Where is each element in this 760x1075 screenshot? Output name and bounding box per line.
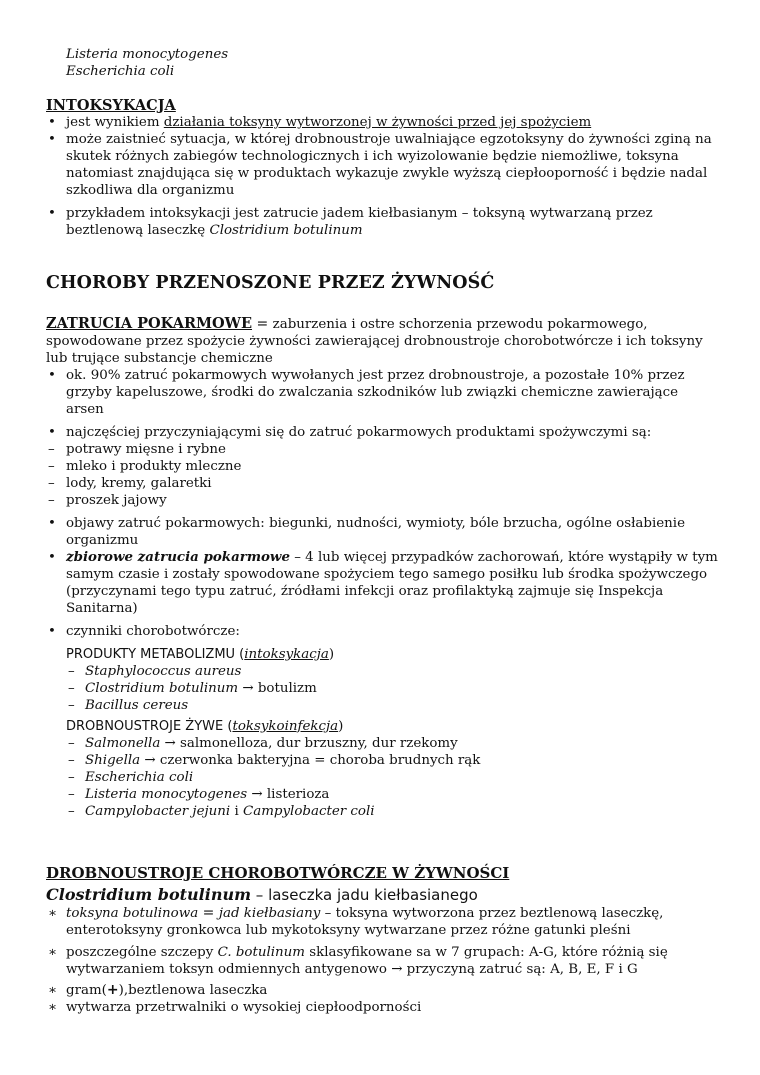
list-item: – Escherichia coli — [68, 770, 194, 785]
list-item: – Staphylococcus aureus — [68, 664, 242, 679]
products-list — [46, 441, 720, 509]
main-heading: CHOROBY PRZENOSZONE PRZEZ ŻYWNOŚĆ — [46, 273, 495, 293]
bullet-icon: • — [48, 368, 56, 383]
list-item: – Shigella → czerwonka bakteryjna = choroba brudnych rąk — [68, 753, 481, 768]
asterisk-icon: ∗ — [48, 983, 58, 998]
asterisk-icon: ∗ — [48, 906, 58, 921]
bullet-list — [46, 367, 720, 441]
list-item: – potrawy mięsne i rybne — [48, 442, 226, 457]
list-item: – proszek jajowy — [48, 493, 167, 508]
live-microbes-label: DROBNOUSTROJE ŻYWE (toksykoinfekcja) — [66, 719, 344, 734]
list-item: ∗ gram(+),beztlenowa laseczka — [48, 982, 268, 998]
organism-name: Clostridium botulinum — [46, 885, 252, 904]
bullet-icon: • — [48, 115, 56, 130]
list-item: ∗ wytwarza przetrwalniki o wysokiej ciepłoodporności — [48, 1000, 422, 1015]
list-item: • może zaistnieć sytuacja, w której drobnoustroje uwalniające egzotoksyny do żywności zginą na skutek różnych zabiegów technologicznych i ich wyizolowanie będzie niemożliwe, toksyna natomiast znajdująca się w produktach wykazuje zwykle wyższą ciepłooporność i będzie nadal szkodliwa dla organizmu — [48, 132, 712, 198]
list-item: • ok. 90% zatruć pokarmowych wywołanych jest przez drobnoustroje, a pozostałe 10% przez grzyby kapeluszowe, środki do zwalczania szkodników lub związki chemiczne zawierające arsen — [48, 368, 685, 417]
live-microbes-list — [46, 735, 720, 820]
list-item: ∗ toksyna botulinowa = jad kiełbasiany – toksyna wytworzona przez beztlenową laseczkę, enterotoksyny gronkowca lub mykotoksyny wytwarzane przez różne gatunki pleśni — [48, 905, 664, 938]
list-item: – Salmonella → salmonelloza, dur brzuszny, dur rzekomy — [68, 736, 458, 751]
top-continuation-list — [46, 46, 720, 80]
definition-paragraph: ZATRUCIA POKARMOWE = zaburzenia i ostre schorzenia przewodu pokarmowego, spowodowane przez spożycie żywności zawierającej drobnoustroje chorobotwórcze i ich toksyny lub trujące substancje chemiczne — [46, 315, 703, 366]
list-item: • najczęściej przyczyniającymi się do zatruć pokarmowych produktami spożywczymi są: — [48, 425, 652, 440]
section-heading: DROBNOUSTROJE CHOROBOTWÓRCZE W ŻYWNOŚCI — [46, 864, 510, 882]
list-item: – lody, kremy, galaretki — [48, 476, 212, 491]
list-item: – Campylobacter jejuni i Campylobacter coli — [68, 804, 375, 819]
underlined-phrase: działania toksyny wytworzonej w żywności przed jej spożyciem — [163, 115, 592, 130]
list-item: • czynniki chorobotwórcze: — [48, 624, 240, 639]
list-item: • objawy zatruć pokarmowych: biegunki, nudności, wymioty, bóle brzucha, ogólne osłabienie organizmu — [48, 516, 686, 548]
bullet-icon: • — [48, 206, 56, 221]
star-list — [46, 905, 720, 1016]
asterisk-icon: ∗ — [48, 1000, 58, 1015]
bullet-icon: • — [48, 516, 56, 531]
section-choroby — [46, 275, 720, 292]
bullet-icon: • — [48, 624, 56, 639]
list-item: • zbiorowe zatrucia pokarmowe – 4 lub więcej przypadków zachorowań, które wystąpiły w tym samym czasie i zostały spowodowane spożyciem tego samego posiłku lub środka spożywczego (przyczynami tego typu zatruć, źródłami infekcji oraz profilaktyką zajmuje się Inspekcja Sanitarna) — [48, 549, 718, 616]
list-item: – mleko i produkty mleczne — [48, 459, 242, 474]
bullet-list — [46, 114, 720, 239]
subsection-title: Clostridium botulinum – laseczka jadu kiełbasianego — [46, 885, 478, 904]
list-item: ∗ poszczególne szczepy C. botulinum sklasyfikowane sa w 7 grupach: A-G, które różnią się wytwarzaniem toksyn odmiennych antygenowo → przyczyną zatruć są: A, B, E, F i G — [48, 945, 668, 977]
list-item: – Clostridium botulinum → botulizm — [68, 681, 317, 696]
list-item: Escherichia coli — [66, 64, 175, 79]
bullet-icon: • — [48, 550, 56, 565]
asterisk-icon: ∗ — [48, 945, 58, 960]
section-heading: INTOKSYKACJA — [46, 97, 176, 114]
emphasis-term: zbiorowe zatrucia pokarmowe — [66, 549, 290, 565]
zatrucia-definition-block — [46, 315, 720, 820]
bullet-icon: • — [48, 132, 56, 147]
metabolism-label: PRODUKTY METABOLIZMU (intoksykacja) — [66, 647, 335, 662]
list-item: – Listeria monocytogenes → listerioza — [68, 787, 330, 802]
list-item: • jest wynikiem działania toksyny wytworzonej w żywności przed jej spożyciem — [48, 115, 592, 130]
list-item: Listeria monocytogenes — [66, 47, 229, 62]
section-drobnoustroje — [46, 865, 720, 1016]
bullet-icon: • — [48, 425, 56, 440]
list-item: • przykładem intoksykacji jest zatrucie jadem kiełbasianym – toksyną wytwarzaną przez beztlenową laseczkę Clostridium botulinum — [48, 206, 653, 238]
list-item: – Bacillus cereus — [68, 698, 189, 713]
bullet-list — [46, 515, 720, 640]
definition-term: ZATRUCIA POKARMOWE — [46, 315, 253, 332]
metabolism-list — [46, 663, 720, 714]
section-intoksykacja — [46, 97, 720, 239]
